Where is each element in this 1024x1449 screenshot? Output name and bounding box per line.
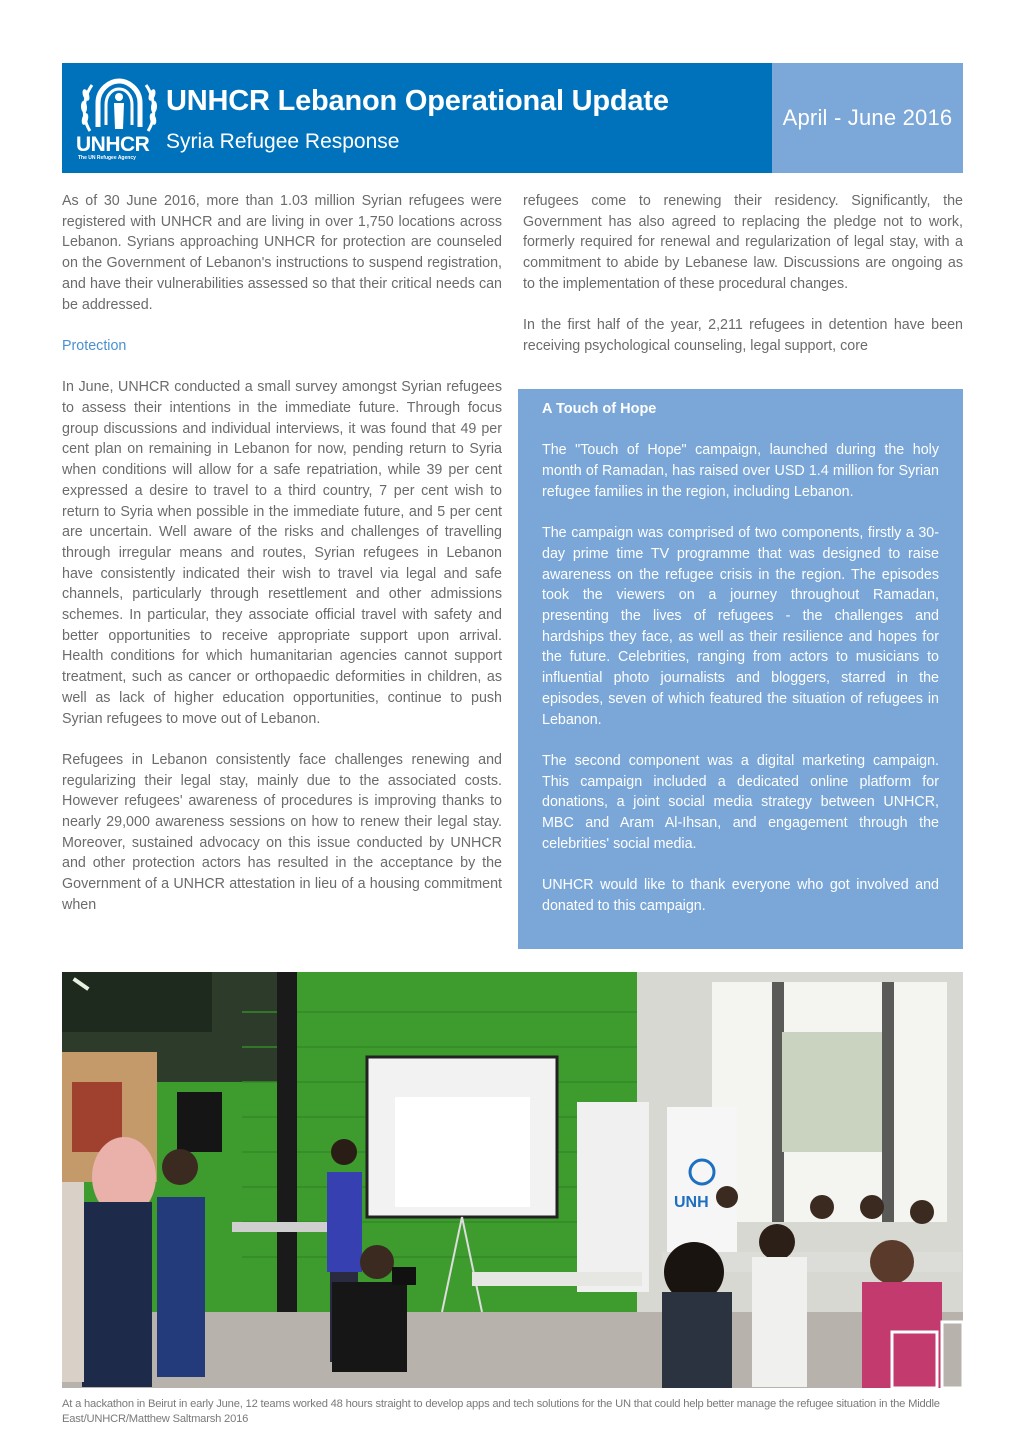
hackathon-photo-illustration: [62, 972, 963, 1388]
intro-paragraph: As of 30 June 2016, more than 1.03 million Syrian refugees were registered with UNHCR and are living in over 1,750 locations across Lebanon. Syrians approaching UNHCR for protection are counseled on the Government of Lebanon's instructions to suspend registration, and have their vulnerabilities assessed so that their critical needs can be addressed.: [62, 193, 502, 313]
speaker: [177, 1092, 222, 1152]
residency-paragraph: refugees come to renewing their residency. Significantly, the Government has also agreed to replacing the pledge not to work, formerly required for renewal and regularization of legal stay, with a commitment to abide by Lebanese law. Discussions are ongoing as to the implementation of these procedural changes.: [523, 193, 963, 292]
svg-text:UNH: UNH: [674, 1194, 709, 1211]
callout-paragraph: UNHCR would like to thank everyone who got involved and donated to this campaign.: [542, 877, 939, 914]
photographer: [332, 1282, 407, 1372]
touch-of-hope-callout: [518, 389, 963, 949]
right-column: [523, 191, 963, 377]
hackathon-photo: [62, 972, 963, 1388]
front-table: [472, 1272, 642, 1286]
unhcr-tagline: The UN Refugee Agency: [78, 155, 136, 161]
header-banner: [62, 63, 963, 173]
page-title: UNHCR Lebanon Operational Update: [166, 85, 669, 117]
date-range: April - June 2016: [782, 105, 953, 130]
callout-paragraph: The campaign was comprised of two components, firstly a 30-day prime time TV programme that was designed to raise awareness on the refugee crisis in the region. The episodes took the viewers on a journey throughout Ramadan, presenting the lives of refugees - the challenges and hardships they face, as well as their resilience and hopes for the future. Celebrities, ranging from actors to musicians to influential photo journalists and bloggers, starred in the episodes, seven of which featured the situation of refugees in Lebanon.: [542, 525, 939, 728]
person-seated: [862, 1282, 942, 1388]
callout-paragraph: The "Touch of Hope" campaign, launched during the holy month of Ramadan, has raised over USD 1.4 million for Syrian refugee families in the region, including Lebanon.: [542, 442, 939, 500]
unhcr-wordmark: UNHCR: [76, 133, 150, 156]
person-seated: [752, 1257, 807, 1387]
callout-paragraph: The second component was a digital marketing campaign. This campaign included a dedicated online platform for donations, a joint social media strategy between UNHCR, MBC and Aram Al-Ihsan, and engagement through the celebrities' social media.: [542, 752, 939, 852]
photo-caption: At a hackathon in Beirut in early June, 12 teams worked 48 hours straight to develop apps and tech solutions for the UN that could help better manage the refugee situation in the Middle East/UNHCR/Matthew Saltmarsh 2016: [62, 1398, 940, 1425]
detention-paragraph: In the first half of the year, 2,211 refugees in detention have been receiving psychological counseling, legal support, core: [523, 317, 963, 354]
person: [157, 1197, 205, 1377]
presenter: [327, 1172, 362, 1272]
poster-board: [577, 1102, 649, 1292]
protection-paragraph-legal-stay: Refugees in Lebanon consistently face challenges renewing and regularizing their legal stay, mainly due to the associated costs. However refugees' awareness of procedures is improving thanks to nearly 29,000 awareness sessions on how to renew their legal stay. Moreover, sustained advocacy on this issue conducted by UNHCR and other protection actors has resulted in the acceptance by the Government of a UNHCR attestation in lieu of a housing commitment when: [62, 751, 502, 913]
header-title-block: [62, 63, 772, 173]
callout-title: A Touch of Hope: [542, 401, 657, 417]
left-column: [62, 191, 502, 936]
section-heading-protection: Protection: [62, 337, 127, 354]
date-range-block: [772, 63, 963, 173]
page-subtitle: Syria Refugee Response: [166, 130, 400, 153]
protection-paragraph-survey: In June, UNHCR conducted a small survey amongst Syrian refugees to assess their intentions in the immediate future. Through focus group discussions and individual interviews, it was found that 49 per cent plan on remaining in Lebanon for now, pending return to Syria when conditions will allow for a safe repatriation, while 39 per cent expressed a desire to travel to a third country, 7 per cent wish to return to Syria when possible in the immediate future, and 5 per cent are uncertain. Well aware of the risks and challenges of travelling through irregular means and routes, Syrian refugees in Lebanon have consistently indicated their wish to travel via legal and safe channels, particularly through resettlement and other admissions schemes. In particular, they associate official travel with safety and better opportunities to receive appropriate support upon arrival. Health conditions for which humanitarian agencies cannot support treatment, such as cancer or orthopaedic deformities in children, as well as lack of higher education opportunities, continue to push Syrian refugees to move out of Lebanon.: [62, 379, 502, 727]
